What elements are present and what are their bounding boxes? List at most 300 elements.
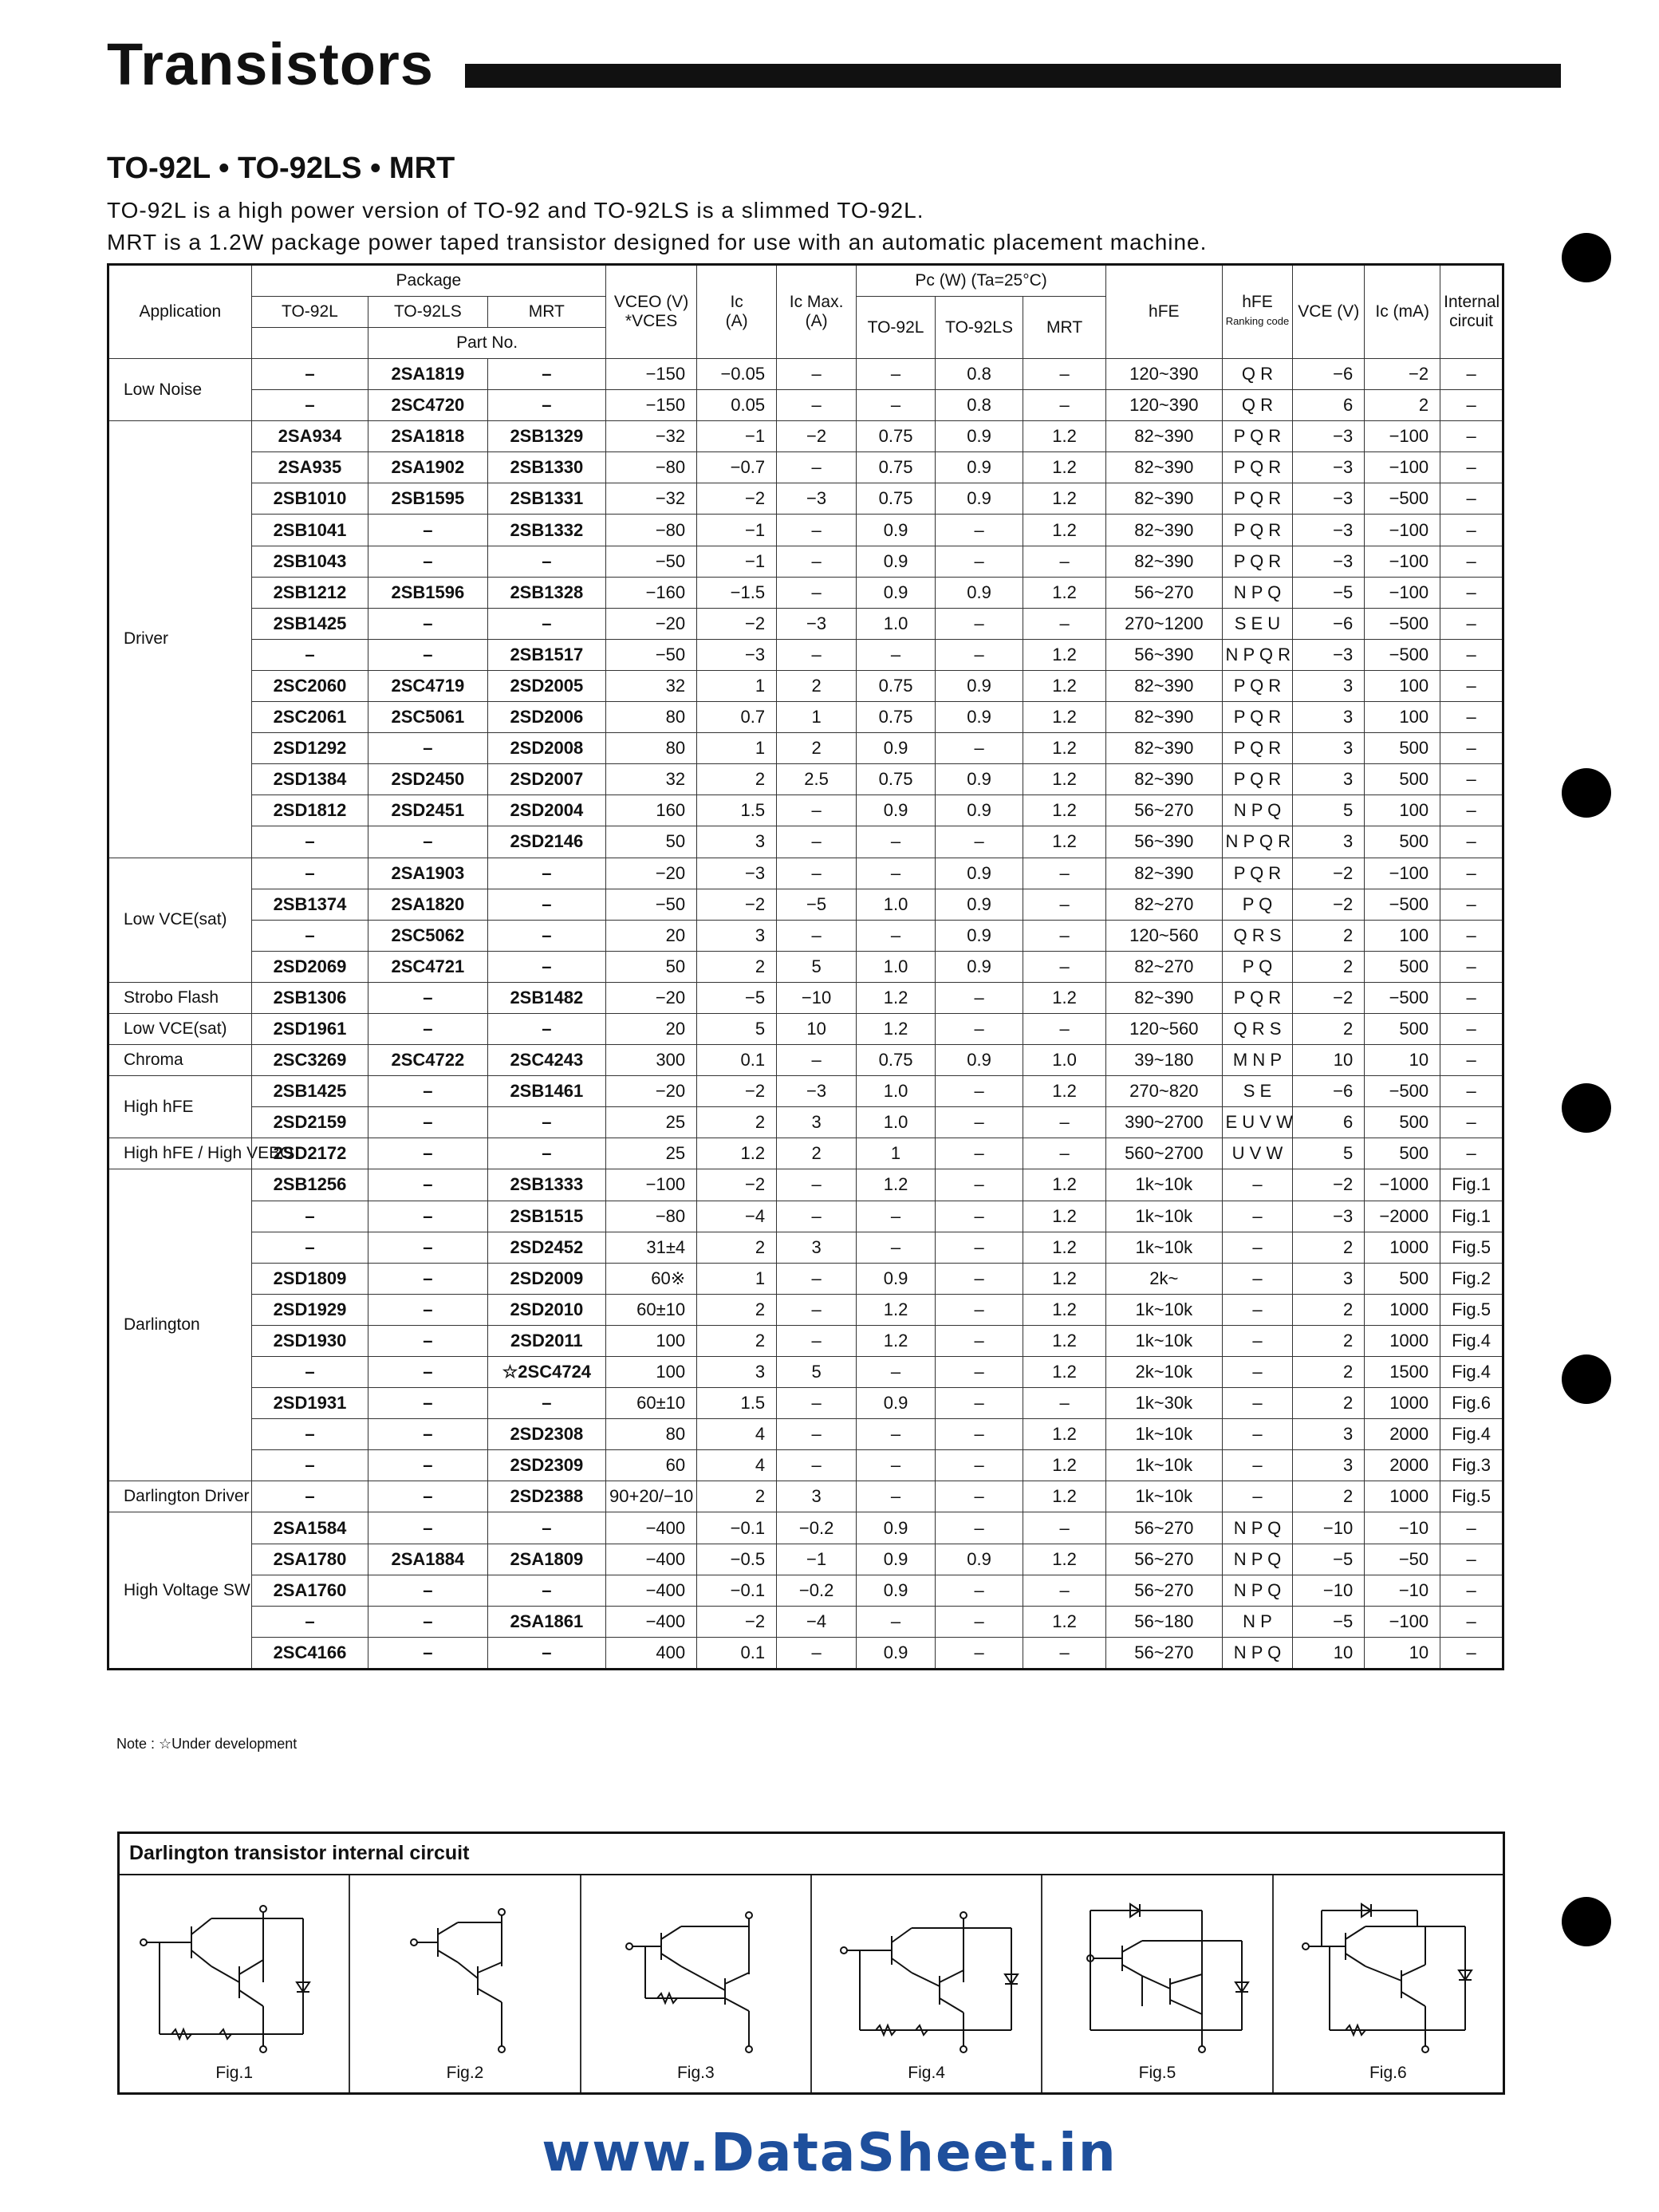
figure-5: [1042, 1875, 1273, 2092]
table-row: [108, 483, 1503, 515]
header-ic: [697, 265, 777, 359]
table-cell: −50: [1365, 1544, 1440, 1575]
table-cell: 2SD2388: [487, 1481, 605, 1512]
table-cell: 1k~30k: [1106, 1388, 1222, 1419]
table-cell: –: [777, 1169, 857, 1201]
title-rule: [465, 64, 1561, 88]
table-cell: −2: [1365, 359, 1440, 390]
header-icmax-unit: (A): [805, 312, 828, 330]
figure-3: [581, 1875, 812, 2092]
table-cell: 1.2: [1023, 1201, 1106, 1232]
table-cell: –: [1023, 1512, 1106, 1544]
table-cell: –: [1440, 483, 1503, 515]
table-cell: 80: [606, 1419, 697, 1450]
table-cell: –: [1023, 1013, 1106, 1044]
transistor-spec-table: [107, 263, 1504, 1670]
table-cell: –: [857, 639, 936, 670]
figure-1: [120, 1875, 350, 2092]
table-cell: 2SC2061: [251, 702, 368, 733]
table-row: [108, 1388, 1503, 1419]
table-cell: 10: [1365, 1045, 1440, 1076]
table-cell: –: [936, 826, 1023, 858]
table-row: [108, 1013, 1503, 1044]
table-cell: –: [777, 1201, 857, 1232]
table-cell: −100: [1365, 546, 1440, 577]
table-cell: 2SA1902: [368, 452, 487, 483]
table-cell: 1.2: [1023, 764, 1106, 795]
table-cell: 82~390: [1106, 452, 1222, 483]
application-cell: Strobo Flash: [108, 982, 252, 1013]
table-cell: –: [1023, 546, 1106, 577]
table-cell: 90+20/−10: [606, 1481, 697, 1512]
table-cell: 0.9: [857, 795, 936, 826]
table-cell: –: [1222, 1357, 1293, 1388]
header-vceo-line1: VCEO (V): [613, 293, 689, 311]
table-cell: –: [1440, 858, 1503, 889]
table-cell: 500: [1365, 951, 1440, 982]
table-cell: −4: [697, 1201, 777, 1232]
header-to92l: TO-92L: [251, 297, 368, 328]
table-cell: N P Q: [1222, 1544, 1293, 1575]
table-cell: –: [1440, 1637, 1503, 1669]
table-cell: –: [1440, 1045, 1503, 1076]
table-cell: −3: [1293, 483, 1365, 515]
table-cell: −6: [1293, 1076, 1365, 1107]
table-cell: –: [368, 546, 487, 577]
table-cell: 2SA1820: [368, 889, 487, 920]
table-cell: –: [936, 1606, 1023, 1637]
table-row: [108, 608, 1503, 639]
table-cell: 1500: [1365, 1357, 1440, 1388]
table-cell: 0.9: [936, 452, 1023, 483]
table-cell: P Q R: [1222, 483, 1293, 515]
table-cell: 1.2: [1023, 421, 1106, 452]
table-cell: 3: [1293, 1263, 1365, 1294]
table-cell: 3: [777, 1232, 857, 1263]
table-cell: 80: [606, 733, 697, 764]
table-cell: P Q R: [1222, 515, 1293, 546]
table-cell: 100: [606, 1325, 697, 1356]
table-cell: –: [936, 1388, 1023, 1419]
table-cell: 2SB1306: [251, 982, 368, 1013]
table-cell: –: [368, 639, 487, 670]
table-cell: 2SD2172: [251, 1138, 368, 1169]
table-cell: –: [251, 1232, 368, 1263]
table-cell: 2SD1292: [251, 733, 368, 764]
table-cell: −0.5: [697, 1544, 777, 1575]
table-cell: 80: [606, 702, 697, 733]
table-cell: 82~390: [1106, 546, 1222, 577]
table-cell: 2: [777, 670, 857, 701]
table-cell: –: [368, 1232, 487, 1263]
table-cell: −5: [777, 889, 857, 920]
table-cell: U V W: [1222, 1138, 1293, 1169]
table-cell: –: [487, 858, 605, 889]
table-cell: –: [1440, 452, 1503, 483]
table-row: [108, 1450, 1503, 1481]
table-cell: –: [487, 889, 605, 920]
table-cell: –: [936, 1450, 1023, 1481]
table-cell: 2SD2010: [487, 1294, 605, 1325]
table-cell: 32: [606, 764, 697, 795]
table-cell: 2SA1809: [487, 1544, 605, 1575]
table-cell: –: [487, 1388, 605, 1419]
table-cell: 0.1: [697, 1045, 777, 1076]
header-hfe-rank-line1: hFE: [1242, 293, 1273, 311]
table-cell: 82~390: [1106, 515, 1222, 546]
table-cell: –: [1222, 1263, 1293, 1294]
table-row: [108, 1138, 1503, 1169]
header-vces-line2: *VCES: [625, 312, 678, 330]
table-cell: 32: [606, 670, 697, 701]
table-cell: 2SC4243: [487, 1045, 605, 1076]
table-cell: 4: [697, 1419, 777, 1450]
table-cell: N P Q R: [1222, 826, 1293, 858]
table-cell: −3: [777, 483, 857, 515]
table-cell: 100: [606, 1357, 697, 1388]
table-cell: 2: [697, 764, 777, 795]
table-cell: –: [1440, 1107, 1503, 1138]
table-cell: –: [936, 1263, 1023, 1294]
table-row: [108, 702, 1503, 733]
table-cell: –: [1440, 546, 1503, 577]
table-cell: 0.9: [936, 889, 1023, 920]
table-cell: –: [1222, 1232, 1293, 1263]
table-cell: 60±10: [606, 1388, 697, 1419]
table-cell: 0.9: [936, 577, 1023, 608]
table-row: [108, 546, 1503, 577]
table-cell: 3: [1293, 702, 1365, 733]
table-cell: N P Q: [1222, 577, 1293, 608]
table-cell: P Q R: [1222, 702, 1293, 733]
table-cell: −1.5: [697, 577, 777, 608]
table-cell: –: [368, 1388, 487, 1419]
table-cell: −50: [606, 546, 697, 577]
table-cell: 50: [606, 951, 697, 982]
table-cell: –: [1440, 764, 1503, 795]
table-row: [108, 359, 1503, 390]
table-cell: –: [1222, 1201, 1293, 1232]
table-cell: 0.9: [936, 764, 1023, 795]
table-cell: 3: [1293, 1450, 1365, 1481]
table-row: [108, 951, 1503, 982]
table-cell: 1: [697, 670, 777, 701]
table-cell: S E U: [1222, 608, 1293, 639]
table-cell: 3: [697, 920, 777, 951]
table-cell: –: [1023, 1138, 1106, 1169]
circuit-diagram-icon: [820, 1887, 1035, 2054]
table-cell: 1.2: [1023, 515, 1106, 546]
table-cell: 2SB1595: [368, 483, 487, 515]
table-cell: 100: [1365, 670, 1440, 701]
table-cell: −1: [697, 546, 777, 577]
figure-label: Fig.6: [1369, 2064, 1407, 2082]
table-cell: 2: [1293, 1294, 1365, 1325]
table-cell: 2SA1861: [487, 1606, 605, 1637]
table-cell: 56~270: [1106, 1544, 1222, 1575]
circuit-diagram-icon: [128, 1887, 335, 2054]
table-cell: 2SB1332: [487, 515, 605, 546]
table-cell: 0.9: [857, 1544, 936, 1575]
table-cell: 5: [1293, 795, 1365, 826]
table-row: [108, 1232, 1503, 1263]
table-cell: –: [857, 826, 936, 858]
table-cell: 1000: [1365, 1232, 1440, 1263]
table-cell: 56~270: [1106, 795, 1222, 826]
table-cell: 0.9: [936, 920, 1023, 951]
table-cell: 2SA934: [251, 421, 368, 452]
table-cell: –: [368, 1512, 487, 1544]
table-cell: 1.2: [1023, 982, 1106, 1013]
section-subtitle: TO-92L • TO-92LS • MRT: [107, 152, 455, 185]
table-cell: 1.5: [697, 795, 777, 826]
table-cell: −5: [697, 982, 777, 1013]
table-cell: –: [368, 1481, 487, 1512]
figure-2: [350, 1875, 581, 2092]
table-cell: −80: [606, 452, 697, 483]
header-pc-to92l: TO-92L: [857, 297, 936, 359]
table-cell: 5: [697, 1013, 777, 1044]
table-cell: −1: [777, 1544, 857, 1575]
table-cell: −500: [1365, 982, 1440, 1013]
header-pc-to92ls: TO-92LS: [936, 297, 1023, 359]
table-cell: Fig.1: [1440, 1201, 1503, 1232]
table-cell: 1.2: [1023, 1294, 1106, 1325]
table-cell: 0.75: [857, 670, 936, 701]
table-cell: –: [1440, 577, 1503, 608]
table-cell: 0.9: [857, 1388, 936, 1419]
table-cell: −2: [697, 889, 777, 920]
table-cell: 2: [697, 1232, 777, 1263]
table-cell: 1.0: [857, 1076, 936, 1107]
table-cell: –: [1222, 1481, 1293, 1512]
table-cell: 500: [1365, 1138, 1440, 1169]
table-cell: 0.9: [857, 577, 936, 608]
table-cell: –: [487, 1013, 605, 1044]
table-cell: 2: [1293, 1388, 1365, 1419]
table-cell: −3: [1293, 515, 1365, 546]
table-cell: 270~1200: [1106, 608, 1222, 639]
table-cell: –: [936, 608, 1023, 639]
table-cell: 2: [1293, 1357, 1365, 1388]
table-cell: –: [1440, 515, 1503, 546]
table-cell: −3: [697, 858, 777, 889]
table-cell: –: [251, 920, 368, 951]
table-cell: –: [251, 390, 368, 421]
table-cell: −50: [606, 889, 697, 920]
figure-label: Fig.3: [676, 2064, 715, 2082]
darlington-circuit-panel: [117, 1832, 1505, 2095]
table-cell: 0.8: [936, 390, 1023, 421]
table-cell: 2SC4720: [368, 390, 487, 421]
table-cell: 2: [697, 1294, 777, 1325]
table-cell: 2SD1929: [251, 1294, 368, 1325]
table-cell: –: [368, 1637, 487, 1669]
table-cell: –: [368, 1419, 487, 1450]
table-cell: −100: [1365, 1606, 1440, 1637]
table-cell: −400: [606, 1544, 697, 1575]
table-cell: 2SD1961: [251, 1013, 368, 1044]
page-title: Transistors: [107, 31, 434, 97]
table-cell: 2: [777, 1138, 857, 1169]
table-cell: 2SD2008: [487, 733, 605, 764]
table-cell: 2SC5061: [368, 702, 487, 733]
header-application: Application: [108, 265, 252, 359]
punch-hole: [1562, 1083, 1611, 1133]
table-cell: −2: [1293, 889, 1365, 920]
table-cell: 500: [1365, 733, 1440, 764]
table-cell: −3: [1293, 639, 1365, 670]
table-cell: –: [1440, 889, 1503, 920]
table-row: [108, 1357, 1503, 1388]
table-cell: 1.2: [1023, 670, 1106, 701]
table-cell: 2SC4719: [368, 670, 487, 701]
table-cell: 2SD2451: [368, 795, 487, 826]
table-cell: –: [487, 1575, 605, 1606]
table-cell: –: [1023, 1107, 1106, 1138]
table-cell: –: [1222, 1169, 1293, 1201]
table-cell: 56~390: [1106, 826, 1222, 858]
table-cell: –: [1023, 858, 1106, 889]
table-cell: –: [487, 608, 605, 639]
table-row: [108, 1606, 1503, 1637]
table-cell: 1k~10k: [1106, 1450, 1222, 1481]
table-cell: 3: [1293, 1419, 1365, 1450]
table-cell: 2: [1293, 1232, 1365, 1263]
table-cell: 0.9: [936, 1045, 1023, 1076]
table-cell: –: [936, 1512, 1023, 1544]
table-cell: Q R S: [1222, 1013, 1293, 1044]
table-cell: –: [487, 951, 605, 982]
table-cell: –: [936, 1107, 1023, 1138]
table-cell: –: [368, 1201, 487, 1232]
table-cell: −0.1: [697, 1512, 777, 1544]
table-cell: −5: [1293, 1606, 1365, 1637]
table-cell: Q R: [1222, 390, 1293, 421]
table-cell: 2SC4166: [251, 1637, 368, 1669]
table-cell: 0.9: [936, 795, 1023, 826]
table-cell: 0.75: [857, 702, 936, 733]
table-cell: –: [368, 826, 487, 858]
figure-4: [812, 1875, 1042, 2092]
table-cell: 1.2: [1023, 577, 1106, 608]
table-cell: 0.9: [936, 858, 1023, 889]
table-cell: 1.2: [1023, 702, 1106, 733]
table-cell: 120~560: [1106, 920, 1222, 951]
table-cell: −1000: [1365, 1169, 1440, 1201]
table-cell: 50: [606, 826, 697, 858]
table-cell: E U V W: [1222, 1107, 1293, 1138]
header-hfe-rank-sub: Ranking code: [1225, 315, 1290, 327]
application-cell: Low VCE(sat): [108, 858, 252, 982]
table-cell: –: [251, 639, 368, 670]
table-cell: 1k~10k: [1106, 1481, 1222, 1512]
table-cell: −160: [606, 577, 697, 608]
table-cell: –: [1440, 421, 1503, 452]
table-cell: –: [1440, 1575, 1503, 1606]
table-cell: Fig.1: [1440, 1169, 1503, 1201]
table-cell: –: [1440, 608, 1503, 639]
table-row: [108, 1481, 1503, 1512]
table-cell: 1.2: [1023, 1419, 1106, 1450]
header-internal-line2: circuit: [1449, 312, 1493, 330]
table-cell: S E: [1222, 1076, 1293, 1107]
table-cell: 2SD1812: [251, 795, 368, 826]
table-cell: 2SD2159: [251, 1107, 368, 1138]
header-hfe-rank: [1222, 265, 1293, 359]
table-cell: −2: [1293, 858, 1365, 889]
table-cell: −500: [1365, 608, 1440, 639]
table-cell: −2: [1293, 1169, 1365, 1201]
header-blank: [251, 328, 368, 359]
table-cell: 56~270: [1106, 1575, 1222, 1606]
table-cell: 120~390: [1106, 359, 1222, 390]
table-row: [108, 1201, 1503, 1232]
table-cell: 1: [697, 733, 777, 764]
table-cell: 2SC2060: [251, 670, 368, 701]
table-cell: 2: [777, 733, 857, 764]
table-cell: −1: [697, 421, 777, 452]
table-cell: –: [368, 982, 487, 1013]
table-row: [108, 795, 1503, 826]
table-cell: 2: [697, 951, 777, 982]
table-cell: 0.75: [857, 452, 936, 483]
table-cell: –: [251, 1450, 368, 1481]
table-row: [108, 1575, 1503, 1606]
table-cell: –: [936, 1481, 1023, 1512]
table-cell: −80: [606, 1201, 697, 1232]
table-cell: 10: [1365, 1637, 1440, 1669]
table-cell: –: [857, 1232, 936, 1263]
table-cell: P Q: [1222, 951, 1293, 982]
table-cell: –: [777, 546, 857, 577]
table-cell: 500: [1365, 1107, 1440, 1138]
table-cell: −400: [606, 1606, 697, 1637]
table-cell: −500: [1365, 483, 1440, 515]
circuit-diagram-icon: [1050, 1887, 1266, 2054]
table-cell: –: [777, 452, 857, 483]
table-cell: 82~390: [1106, 982, 1222, 1013]
table-cell: –: [777, 1419, 857, 1450]
table-cell: 3: [777, 1481, 857, 1512]
table-cell: –: [777, 826, 857, 858]
table-cell: –: [777, 858, 857, 889]
table-cell: 1000: [1365, 1481, 1440, 1512]
figure-label: Fig.1: [215, 2064, 253, 2082]
table-cell: P Q R: [1222, 421, 1293, 452]
table-cell: 2SC3269: [251, 1045, 368, 1076]
table-cell: –: [1023, 951, 1106, 982]
table-cell: 390~2700: [1106, 1107, 1222, 1138]
table-cell: –: [487, 1637, 605, 1669]
table-cell: P Q R: [1222, 982, 1293, 1013]
table-row: [108, 982, 1503, 1013]
table-cell: −500: [1365, 639, 1440, 670]
table-cell: –: [857, 359, 936, 390]
table-cell: −0.1: [697, 1575, 777, 1606]
table-cell: Fig.4: [1440, 1419, 1503, 1450]
table-cell: –: [487, 1138, 605, 1169]
table-cell: 2: [1293, 920, 1365, 951]
application-cell: Chroma: [108, 1045, 252, 1076]
table-cell: 500: [1365, 1013, 1440, 1044]
table-cell: –: [936, 1138, 1023, 1169]
table-cell: −50: [606, 639, 697, 670]
header-package: Package: [251, 265, 605, 297]
table-cell: 1.2: [1023, 1232, 1106, 1263]
table-cell: –: [1440, 951, 1503, 982]
table-cell: −3: [1293, 452, 1365, 483]
